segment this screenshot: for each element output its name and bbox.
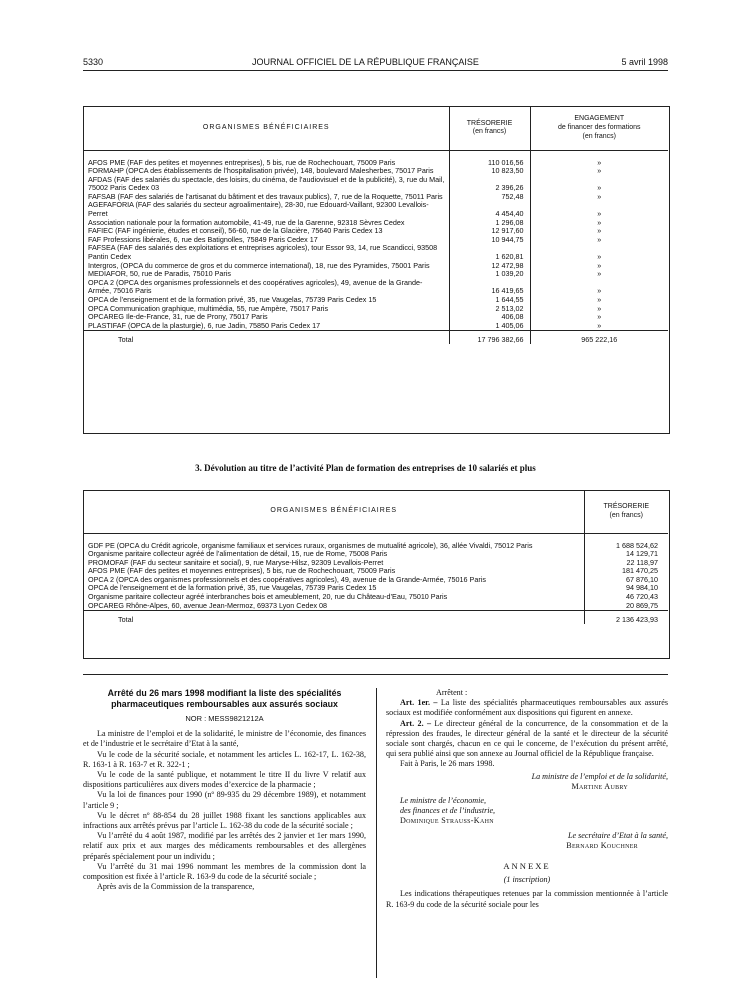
- table1-cell-tresorerie: 110 016,56: [449, 150, 530, 167]
- table2-header-tresorerie: TRÉSORERIE (en francs): [584, 491, 668, 533]
- signature-1-title: La ministre de l’emploi et de la solidarité,: [531, 771, 668, 781]
- table1-cell-tresorerie: 1 296,08: [449, 219, 530, 228]
- journal-title: JOURNAL OFFICIEL DE LA RÉPUBLIQUE FRANÇAISE: [252, 57, 479, 67]
- signature-2-title-2: des finances et de l’industrie,: [400, 806, 496, 816]
- table2-cell-tresorerie: 1 688 524,62: [616, 540, 658, 550]
- right-column: [386, 688, 668, 910]
- table1-cell-engagement: »: [597, 312, 602, 322]
- annexe-paragraph: Les indications thérapeutiques retenues par la commission mentionnée à l’article R. 163-9 du code de la sécurité sociale pour les: [386, 889, 668, 909]
- table2-cell-organisme: AFOS PME (FAF des petites et moyennes entreprises), 5 bis, rue de Rochechouart, 75009 Paris: [84, 567, 584, 576]
- table2-cell-tresorerie: 181 470,25: [622, 566, 658, 576]
- table1-cell-engagement: »: [597, 166, 602, 176]
- table2-cell-organisme: PROMOFAF (FAF du secteur sanitaire et social), 9, rue Maryse-Hilsz, 92309 Levallois-Perret: [84, 559, 584, 568]
- table1-cell-engagement: »: [597, 157, 602, 167]
- table1-cell-engagement: »: [597, 286, 602, 296]
- header-rule: [83, 70, 668, 71]
- nor-reference: NOR : MESS9821212A: [185, 714, 264, 723]
- table2-cell-organisme: OPCAREG Rhône-Alpes, 60, avenue Jean-Mermoz, 69373 Lyon Cedex 08: [84, 602, 584, 611]
- table2-header-organismes: ORGANISMES BÉNÉFICIAIRES: [84, 491, 584, 533]
- table1-cell-organisme: OPCA 2 (OPCA des organismes professionnels et des coopératives agricoles), 49, avenue de la Grande-Armée, 75016 Paris: [84, 279, 449, 296]
- table1-cell-organisme: FAFSEA (FAF des salariés des exploitations et entreprises agricoles), tour Essor 93, 14, rue Scandicci, 93508 Pantin Cedex: [84, 244, 449, 261]
- table1-cell-tresorerie: 12 472,98: [449, 262, 530, 271]
- table1-cell-tresorerie: 10 944,75: [449, 236, 530, 245]
- table2-cell-tresorerie: 94 984,10: [626, 583, 658, 593]
- table1-cell-engagement: »: [597, 234, 602, 244]
- table1-cell-organisme: FAFIEC (FAF ingénierie, études et conseil), 56-60, rue de la Glacière, 75640 Paris Cedex 13: [84, 227, 449, 236]
- table1-cell-tresorerie: 16 419,65: [449, 279, 530, 296]
- table1-cell-engagement: »: [597, 252, 602, 262]
- table1-total-label: Total: [84, 331, 449, 345]
- table1-cell-organisme: MEDIAFOR, 50, rue de Paradis, 75010 Paris: [84, 270, 449, 279]
- visa-paragraph: Vu l’arrêté du 4 août 1987, modifié par les arrêtés des 2 janvier et 1er mars 1990, relatif aux prix et aux marges des médicaments remboursables et des allergènes préparés spécialement pour un individu ;: [83, 831, 366, 861]
- table1-row: [84, 150, 668, 167]
- table1-cell-tresorerie: 2 396,26: [449, 176, 530, 193]
- annexe-title: ANNEXE: [503, 861, 551, 872]
- table2-cell-organisme: Organisme paritaire collecteur agréé interbranches bois et ameublement, 20, rue du Château-d’Eau, 75010 Paris: [84, 593, 584, 602]
- table1-cell-organisme: PLASTIFAF (OPCA de la plasturgie), 6, rue Jadin, 75850 Paris Cedex 17: [84, 322, 449, 331]
- signature-2-title-1: Le ministre de l’économie,: [400, 796, 487, 806]
- arrete-title: Arrêté du 26 mars 1998 modifiant la liste des spécialités pharmaceutiques remboursables aux assurés sociaux: [107, 688, 342, 709]
- signature-2-name: Dominique Strauss-Kahn: [400, 816, 494, 826]
- header-date: 5 avril 1998: [621, 57, 668, 67]
- table2-cell-tresorerie: 20 869,75: [626, 600, 658, 610]
- table1-row: [84, 279, 668, 296]
- fait-a-paris: Fait à Paris, le 26 mars 1998.: [400, 759, 495, 769]
- table1-cell-engagement: »: [597, 217, 602, 227]
- table1-cell-tresorerie: 1 620,81: [449, 244, 530, 261]
- table2-cell-tresorerie: 67 876,10: [626, 574, 658, 584]
- table2-total-tresorerie: 2 136 423,93: [584, 611, 668, 625]
- signature-3-name: Bernard Kouchner: [566, 840, 638, 850]
- visa-paragraph: La ministre de l’emploi et de la solidarité, le ministre de l’économie, des finances et de l’industrie et le secrétaire d’Etat à la santé,: [83, 729, 366, 749]
- table1-cell-engagement: »: [597, 320, 602, 330]
- visa-paragraph: Vu le code de la sécurité sociale, et notamment les articles L. 162-17, L. 162-38, R. 163-1 à R. 163-7 et R. 322-1 ;: [83, 749, 366, 769]
- table1-row: [84, 176, 668, 193]
- table1-cell-organisme: FAF Professions libérales, 6, rue des Batignolles, 75849 Paris Cedex 17: [84, 236, 449, 245]
- table1-cell-engagement: »: [597, 295, 602, 304]
- column-divider: [376, 688, 377, 978]
- table1-cell-tresorerie: 752,48: [449, 193, 530, 202]
- table2: [84, 491, 668, 624]
- table1-cell-engagement: »: [597, 303, 602, 313]
- table1-cell-organisme: Intergros, (OPCA du commerce de gros et du commerce international), 18, rue des Pyramides, 75001 Paris: [84, 262, 449, 271]
- table1-header-tresorerie: TRÉSORERIE (en francs): [449, 107, 530, 150]
- table1-cell-tresorerie: 2 513,02: [449, 305, 530, 314]
- table1-cell-organisme: FORMAHP (OPCA des établissements de l’hospitalisation privée), 148, boulevard Malesherbes, 75017 Paris: [84, 167, 449, 176]
- signature-1-name: Martine Aubry: [571, 781, 628, 791]
- table1-cell-organisme: Association nationale pour la formation automobile, 41-49, rue de la Garenne, 92318 Sèvres Cedex: [84, 219, 449, 228]
- annexe-subtitle: (1 inscription): [503, 875, 551, 885]
- table1-row: [84, 201, 668, 218]
- table1-cell-tresorerie: 10 823,50: [449, 167, 530, 176]
- table2-cell-organisme: OPCA 2 (OPCA des organismes professionnels et des coopératives agricoles), 49, avenue de la Grande-Armée, 75016 Paris: [84, 576, 584, 585]
- table2-total-label: Total: [84, 611, 584, 625]
- table1-row: [84, 322, 668, 331]
- visa-list: [83, 729, 366, 892]
- visa-paragraph: Après avis de la Commission de la transparence,: [97, 882, 255, 892]
- table2-cell-organisme: GDF PE (OPCA du Crédit agricole, organisme familiaux et services ruraux, organismes de mutualité agricole), 36, allée Vivaldi, 75012 Paris: [84, 533, 584, 550]
- table1-cell-organisme: OPCA de l’enseignement et de la formation privé, 35, rue Vaugelas, 75739 Paris Cedex 15: [84, 296, 449, 305]
- visa-paragraph: Vu la loi de finances pour 1990 (nº 89-935 du 29 décembre 1989), et notamment l’article 9 ;: [83, 790, 366, 810]
- table1: [84, 107, 668, 344]
- table1-cell-tresorerie: 12 917,60: [449, 227, 530, 236]
- table1-cell-tresorerie: 1 644,55: [449, 296, 530, 305]
- article-2: Art. 2. – Le directeur général de la concurrence, de la consommation et de la répression des fraudes, le directeur général de la santé et le directeur de la sécurité sociale sont chargés, chacun en ce qui le concerne, de l’exécution du présent arrêté, qui sera publié ainsi que son annexe au Journal officiel de la République française.: [386, 718, 669, 759]
- table1-total-tresorerie: 17 796 382,66: [449, 331, 530, 345]
- article-1: Art. 1er. – La liste des spécialités pharmaceutiques remboursables aux assurés sociaux est modifiée conformément aux dispositions qui figurent en annexe.: [386, 698, 668, 718]
- table1-cell-tresorerie: 4 454,40: [449, 201, 530, 218]
- table2-row: [84, 533, 668, 550]
- table2-row: [84, 602, 668, 611]
- table2-cell-organisme: OPCA de l’enseignement et de la formation privé, 35, rue Vaugelas, 75739 Paris Cedex 15: [84, 584, 584, 593]
- table1-header-organismes: ORGANISMES BÉNÉFICIAIRES: [84, 107, 449, 150]
- table1-cell-organisme: AFOS PME (FAF des petites et moyennes entreprises), 5 bis, rue de Rochechouart, 75009 Paris: [84, 150, 449, 167]
- table1-cell-engagement: »: [597, 269, 602, 279]
- table1-cell-tresorerie: 1 405,06: [449, 322, 530, 331]
- visa-paragraph: Vu l’arrêté du 31 mai 1996 nommant les membres de la commission dont la composition est fixée à l’article R. 163-9 du code de la sécurité sociale ;: [83, 861, 366, 882]
- table1-cell-engagement: »: [597, 260, 602, 270]
- table1-cell-organisme: OPCAREG Ile-de-France, 31, rue de Prony, 75017 Paris: [84, 313, 449, 322]
- section-rule: [83, 674, 668, 675]
- table1-cell-organisme: OPCA Communication graphique, multimédia, 55, rue Ampère, 75017 Paris: [84, 305, 449, 314]
- arretent: Arrêtent :: [436, 688, 468, 697]
- visa-paragraph: Vu le décret nº 88-854 du 28 juillet 1988 fixant les sanctions applicables aux infractions aux arrêtés prévus par l’article L. 162-38 du code de la sécurité sociale ;: [83, 810, 366, 831]
- table1-cell-organisme: FAFSAB (FAF des salariés de l’artisanat du bâtiment et des travaux publics), 7, rue de la Roquette, 75011 Paris: [84, 193, 449, 202]
- left-column: [83, 688, 366, 892]
- table1-cell-tresorerie: 406,08: [449, 313, 530, 322]
- table2-cell-tresorerie: 14 129,71: [626, 549, 658, 559]
- visa-paragraph: Vu le code de la santé publique, et notamment le titre II du livre V relatif aux dispositions particulières aux divers modes d’exercice de la pharmacie ;: [83, 770, 366, 790]
- table1-cell-engagement: »: [597, 183, 602, 193]
- table1-cell-engagement: »: [597, 191, 602, 201]
- table2-cell-tresorerie: 22 118,97: [626, 557, 658, 567]
- table2-cell-tresorerie: 46 720,43: [626, 592, 658, 602]
- table1-row: [84, 244, 668, 261]
- table2-cell-organisme: Organisme paritaire collecteur agréé de l’alimentation de détail, 15, rue de Rome, 75008 Paris: [84, 550, 584, 559]
- page-number: 5330: [83, 57, 104, 67]
- table1-cell-organisme: AFDAS (FAF des salariés du spectacle, des loisirs, du cinéma, de l’audiovisuel et de la publicité), 3, rue du Mail, 75002 Paris Cedex 03: [84, 176, 449, 193]
- table1-total-engagement: 965 222,16: [530, 331, 668, 345]
- table1-cell-organisme: AGEFAFORIA (FAF des salariés du secteur agroalimentaire), 28-30, rue Edouard-Vaillant, 92300 Levallois-Perret: [84, 201, 449, 218]
- table1-header-engagement: ENGAGEMENT de financer des formations (en francs): [530, 107, 668, 150]
- signature-3-title: Le secrétaire d’Etat à la santé,: [568, 830, 668, 840]
- table1-cell-tresorerie: 1 039,20: [449, 270, 530, 279]
- table1-cell-engagement: »: [597, 226, 602, 236]
- section3-title: 3. Dévolution au titre de l’activité Plan de formation des entreprises de 10 salariés et plus: [195, 463, 536, 473]
- table1-cell-engagement: »: [597, 209, 602, 219]
